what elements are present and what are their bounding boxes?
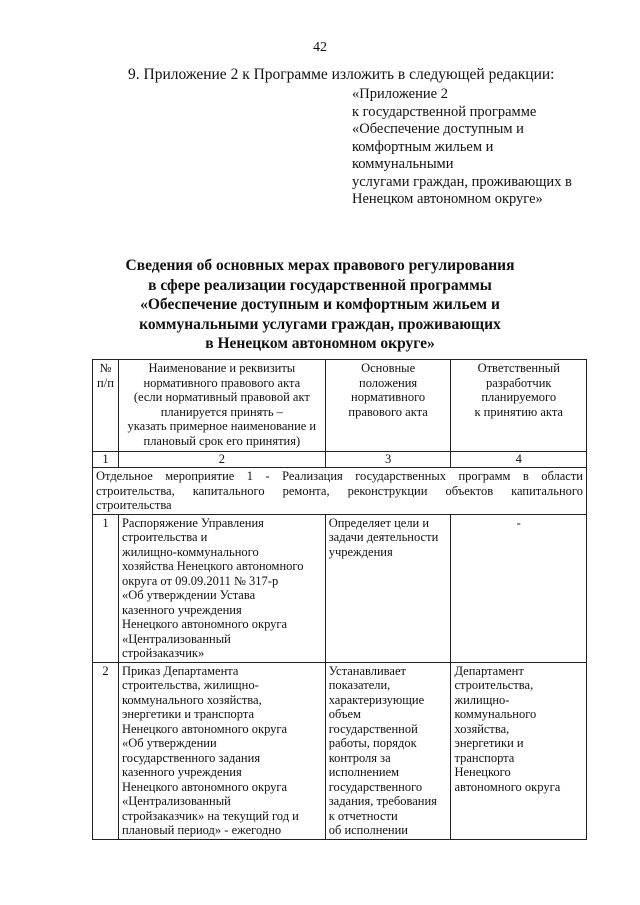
provisions-cell: Устанавливает показатели, характеризующие объем государственной работы, порядок контроля за исполнением государственного задания, требования к отчетности об исполнении bbox=[325, 662, 451, 839]
column-number: 4 bbox=[451, 452, 587, 468]
appendix-heading bbox=[352, 86, 572, 209]
section-title: Отдельное мероприятие 1 - Реализация государственных программ в области строительства, капитального ремонта, реконструкции объектов капитального строительства bbox=[93, 468, 587, 515]
act-name-cell: Приказ Департамента строительства, жилищно- коммунального хозяйства, энергетики и транспорта Ненецкого автономного округа «Об утверждении государственного задания казенного учреждения Ненецкого автономного округа «Централизованный стройзаказчик» на текущий год и плановый период» - ежегодно bbox=[118, 662, 325, 839]
row-number: 2 bbox=[93, 662, 119, 839]
appendix-line: комфортным жильем и bbox=[352, 138, 494, 155]
appendix-line: «Приложение 2 bbox=[352, 86, 448, 102]
title-line: Сведения об основных мерах правового регулирования bbox=[125, 257, 515, 274]
header-act-name: Наименование и реквизиты нормативного правового акта (если нормативный правовой акт планируется принять – указать примерное наименование и плановый срок его принятия) bbox=[118, 360, 325, 452]
act-name-cell: Распоряжение Управления строительства и жилищно-коммунального хозяйства Ненецкого автономного округа от 09.09.2011 № 317-р «Об утверждении Устава казенного учреждения Ненецкого автономного округа «Централизованный стройзаказчик» bbox=[118, 514, 325, 662]
provisions-cell: Определяет цели и задачи деятельности учреждения bbox=[325, 514, 451, 662]
section-row bbox=[93, 468, 587, 515]
developer-cell: Департамент строительства, жилищно- коммунального хозяйства, энергетики и транспорта Ненецкого автономного округа bbox=[451, 662, 587, 839]
document-title bbox=[0, 256, 640, 354]
appendix-line: коммунальными bbox=[352, 156, 454, 172]
developer-cell: - bbox=[451, 514, 587, 662]
appendix-line: Ненецком автономном округе» bbox=[352, 191, 543, 207]
title-line: «Обеспечение доступным и комфортным жильем и bbox=[140, 296, 500, 313]
table-row bbox=[93, 662, 587, 839]
appendix-line: к государственной программе bbox=[352, 103, 537, 120]
title-line: коммунальными услугами граждан, проживающих bbox=[139, 315, 501, 333]
table-row bbox=[93, 514, 587, 662]
header-number: № п/п bbox=[93, 360, 119, 452]
column-number: 3 bbox=[325, 452, 451, 468]
column-number-row bbox=[93, 452, 587, 468]
header-provisions: Основные положения нормативного правового акта bbox=[325, 360, 451, 452]
amendment-instruction: 9. Приложение 2 к Программе изложить в следующей редакции: bbox=[128, 66, 555, 83]
table-header-row bbox=[93, 360, 587, 452]
legal-measures-table bbox=[92, 359, 587, 840]
column-number: 2 bbox=[118, 452, 325, 468]
appendix-line: услугами граждан, проживающих в bbox=[352, 173, 572, 190]
row-number: 1 bbox=[93, 514, 119, 662]
page-number: 42 bbox=[313, 40, 327, 55]
column-number: 1 bbox=[93, 452, 119, 468]
title-line: в Ненецком автономном округе» bbox=[205, 335, 435, 352]
title-line: в сфере реализации государственной программы bbox=[148, 276, 492, 294]
appendix-line: «Обеспечение доступным и bbox=[352, 121, 524, 137]
header-developer: Ответственный разработчик планируемого к принятию акта bbox=[451, 360, 587, 452]
